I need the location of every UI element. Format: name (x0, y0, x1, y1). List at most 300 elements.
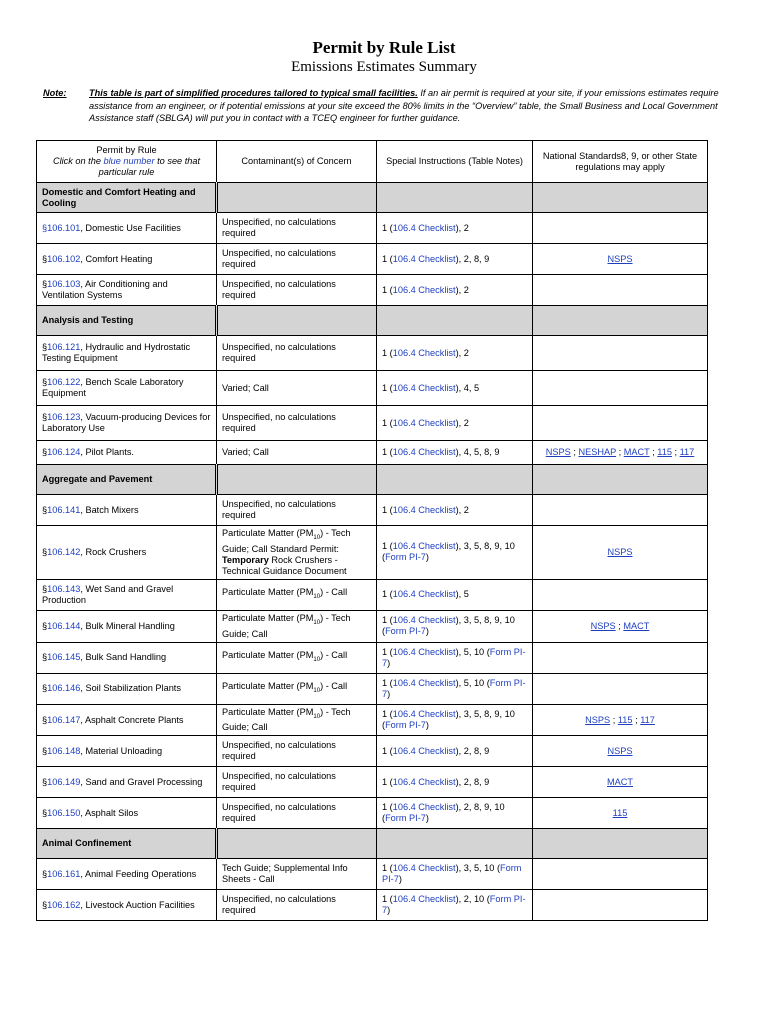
form-pi7-link[interactable]: Form PI-7 (382, 863, 522, 885)
checklist-suffix: ) (455, 253, 459, 264)
checklist-suffix: ) (455, 802, 459, 813)
contaminant-text: Unspecified, no calculations required (222, 771, 336, 793)
instructions-cell (377, 441, 533, 465)
table-notes: , 2 (458, 284, 469, 295)
standards-cell (533, 526, 708, 580)
rule-title: , Air Conditioning and Ventilation Systems (42, 279, 168, 300)
checklist-suffix: ) (455, 222, 459, 233)
contaminant-cell (217, 736, 377, 767)
standard-link[interactable]: NSPS (607, 253, 633, 264)
standards-cell (533, 736, 708, 767)
table-row (37, 526, 708, 580)
checklist-link[interactable]: 106.4 Checklist (392, 253, 456, 264)
checklist-prefix: 1 ( (382, 863, 393, 874)
form-pi7-link[interactable]: Form PI-7 (382, 646, 526, 668)
section-sign: § (42, 807, 48, 818)
contaminant-cell (217, 579, 377, 610)
rule-number-link[interactable]: 106.143 (47, 583, 81, 594)
checklist-link[interactable]: 106.4 Checklist (392, 615, 456, 626)
form-pi7-link[interactable]: Form PI-7 (385, 813, 426, 824)
header-special-instructions: Special Instructions (Table Notes) (377, 141, 533, 183)
checklist-prefix: 1 ( (382, 347, 393, 358)
section-sign: § (42, 583, 48, 594)
section-sign: § (42, 683, 48, 694)
rule-title: , Asphalt Concrete Plants (80, 714, 184, 725)
rule-number-link[interactable]: 106.162 (47, 899, 81, 910)
contaminant-cell (217, 610, 377, 642)
contaminant-text: Particulate Matter (PM (222, 649, 314, 660)
standards-cell (533, 441, 708, 465)
rule-number-link[interactable]: 106.148 (47, 745, 81, 756)
standards-separator: ; (649, 447, 658, 457)
rule-cell (37, 441, 217, 465)
rule-cell (37, 213, 217, 244)
form-pi7-link[interactable]: Form PI-7 (382, 894, 526, 916)
contaminant-text: Rock Crushers - Technical Guidance Document (222, 554, 347, 576)
standards-cell (533, 495, 708, 526)
contaminant-cell (217, 336, 377, 371)
checklist-prefix: 1 ( (382, 646, 393, 657)
form-open-paren: ( (494, 863, 501, 874)
checklist-prefix: 1 ( (382, 677, 393, 688)
instructions-cell (377, 371, 533, 406)
note-strong: This table is part of simplified procedures tailored to typical small facilities. (89, 88, 418, 98)
table-row (37, 767, 708, 798)
checklist-link[interactable]: 106.4 Checklist (392, 447, 456, 457)
standards-cell (533, 371, 708, 406)
rule-cell (37, 244, 217, 275)
checklist-suffix: ) (455, 541, 459, 552)
standard-link[interactable]: NSPS (545, 447, 571, 457)
contaminant-cell (217, 798, 377, 829)
section-sign: § (42, 412, 48, 422)
standard-link[interactable]: NESHAP (578, 447, 617, 457)
checklist-suffix: ) (455, 776, 459, 787)
table-row (37, 275, 708, 306)
section-sign: § (42, 714, 48, 725)
section-sign: § (42, 620, 48, 631)
checklist-suffix: ) (455, 284, 459, 295)
checklist-suffix: ) (455, 504, 459, 515)
contaminant-text: Varied; Call (222, 382, 269, 393)
standards-cell (533, 642, 708, 673)
standard-link[interactable]: 117 (640, 714, 655, 725)
category-label: Aggregate and Pavement (37, 465, 217, 495)
checklist-prefix: 1 ( (382, 894, 393, 905)
rule-number-link[interactable]: 106.121 (47, 342, 81, 352)
table-notes: , 2, 10 (458, 894, 485, 905)
checklist-suffix: ) (455, 677, 459, 688)
contaminant-cell (217, 673, 377, 704)
instructions-cell (377, 890, 533, 921)
rule-title: , Asphalt Silos (80, 807, 139, 818)
contaminant-text: ) - Call (320, 586, 348, 597)
contaminant-text: ) - Tech Guide; Call (222, 612, 351, 639)
section-sign: § (42, 776, 48, 787)
rule-number-link[interactable]: 106.124 (47, 447, 81, 457)
header-col1-instructions (42, 156, 211, 178)
contaminant-cell (217, 275, 377, 306)
category-empty-cell (377, 829, 533, 859)
checklist-prefix: 1 ( (382, 776, 393, 787)
header-col1-post: to see that particular rule (98, 156, 201, 177)
category-empty-cell (377, 183, 533, 213)
rule-number-link[interactable]: §106.101 (42, 222, 81, 233)
standards-separator: ; (610, 714, 618, 725)
standards-cell (533, 275, 708, 306)
standards-cell (533, 406, 708, 441)
contaminant-text: Unspecified, no calculations required (222, 499, 336, 520)
checklist-suffix: ) (455, 894, 459, 905)
category-row (37, 465, 708, 495)
contaminant-text: Tech Guide; Supplemental Info Sheets - Call (222, 863, 348, 885)
contaminant-text: Unspecified, no calculations required (222, 217, 336, 238)
checklist-prefix: 1 ( (382, 284, 393, 295)
instructions-cell (377, 495, 533, 526)
standards-separator: ; (616, 447, 624, 457)
table-notes: , 2, 8, 9 (458, 253, 490, 264)
rule-cell (37, 495, 217, 526)
category-empty-cell (217, 306, 377, 336)
section-sign: § (42, 868, 48, 879)
contaminant-text: Unspecified, no calculations required (222, 894, 336, 916)
rule-number-link[interactable]: 106.102 (47, 253, 81, 264)
table-notes: , 2 (458, 222, 469, 233)
category-empty-cell (533, 829, 708, 859)
table-notes: , 3, 5, 8, 9, 10 (458, 709, 515, 720)
category-empty-cell (217, 465, 377, 495)
table-notes: , 2, 8, 9 (458, 776, 490, 787)
table-row (37, 642, 708, 673)
rule-cell (37, 859, 217, 890)
checklist-link[interactable]: 106.4 Checklist (392, 541, 456, 552)
rule-cell (37, 767, 217, 798)
standard-link[interactable]: MACT (623, 447, 650, 457)
standards-cell (533, 673, 708, 704)
category-row (37, 306, 708, 336)
contaminant-text: ) - Tech Guide; Call Standard Permit: (222, 528, 351, 554)
contaminant-text: Particulate Matter (PM (222, 680, 314, 691)
standard-link[interactable]: NSPS (585, 714, 611, 725)
checklist-suffix: ) (455, 709, 459, 720)
standards-cell (533, 704, 708, 736)
contaminant-text: Unspecified, no calculations required (222, 248, 336, 269)
note-body (89, 87, 733, 125)
header-col1-pre: Click on the (52, 156, 104, 166)
contaminant-cell (217, 213, 377, 244)
checklist-prefix: 1 ( (382, 382, 393, 393)
form-open-paren: ( (382, 720, 386, 731)
checklist-link[interactable]: 106.4 Checklist (392, 677, 456, 688)
form-open-paren: ( (382, 552, 386, 563)
form-close-paren: ) (387, 905, 391, 916)
checklist-prefix: 1 ( (382, 253, 393, 264)
category-empty-cell (377, 306, 533, 336)
checklist-prefix: 1 ( (382, 447, 393, 457)
form-close-paren: ) (387, 688, 391, 699)
note-label: Note: (43, 88, 67, 98)
table-row (37, 336, 708, 371)
category-empty-cell (533, 465, 708, 495)
table-row (37, 406, 708, 441)
rule-cell (37, 371, 217, 406)
note-block (43, 87, 733, 125)
checklist-link[interactable]: 106.4 Checklist (392, 222, 456, 233)
table-row (37, 704, 708, 736)
category-empty-cell (217, 829, 377, 859)
instructions-cell (377, 704, 533, 736)
category-row (37, 829, 708, 859)
contaminant-cell (217, 441, 377, 465)
standards-cell (533, 890, 708, 921)
table-notes: , 4, 5 (458, 382, 480, 393)
checklist-link[interactable]: 106.4 Checklist (392, 646, 456, 657)
section-sign: § (42, 377, 48, 387)
contaminant-cell (217, 642, 377, 673)
instructions-cell (377, 798, 533, 829)
checklist-prefix: 1 ( (382, 417, 393, 428)
contaminant-text: Unspecified, no calculations required (222, 802, 336, 824)
table-notes: , 2 (458, 347, 469, 358)
checklist-link[interactable]: 106.4 Checklist (392, 776, 456, 787)
checklist-link[interactable]: 106.4 Checklist (392, 504, 456, 515)
form-open-paren: ( (382, 813, 386, 824)
form-open-paren: ( (484, 894, 490, 905)
rule-number-link[interactable]: 106.142 (47, 546, 81, 557)
standard-link[interactable]: NSPS (607, 546, 633, 557)
checklist-link[interactable]: 106.4 Checklist (392, 745, 456, 756)
form-open-paren: ( (484, 646, 490, 657)
table-row (37, 673, 708, 704)
checklist-suffix: ) (455, 447, 459, 457)
section-sign: § (42, 652, 48, 663)
checklist-link[interactable]: 106.4 Checklist (392, 382, 456, 393)
section-sign: § (42, 745, 48, 756)
category-empty-cell (533, 183, 708, 213)
section-sign: § (42, 504, 48, 515)
checklist-suffix: ) (455, 382, 459, 393)
contaminant-cell (217, 859, 377, 890)
instructions-cell (377, 579, 533, 610)
pm-subscript: 10 (313, 656, 321, 663)
rule-title: , Hydraulic and Hydrostatic Testing Equipment (42, 342, 191, 363)
checklist-prefix: 1 ( (382, 709, 393, 720)
standard-link[interactable]: 115 (612, 807, 628, 818)
standards-cell (533, 610, 708, 642)
rule-number-link[interactable]: 106.144 (47, 620, 81, 631)
contaminant-text: Varied; Call (222, 447, 269, 457)
checklist-suffix: ) (455, 589, 459, 600)
rule-cell (37, 890, 217, 921)
standard-link[interactable]: MACT (606, 776, 634, 787)
rule-cell (37, 798, 217, 829)
header-national-standards: National Standards8, 9, or other State regulations may apply (533, 141, 708, 183)
instructions-cell (377, 859, 533, 890)
rule-cell (37, 406, 217, 441)
contaminant-cell (217, 371, 377, 406)
form-pi7-link[interactable]: Form PI-7 (382, 677, 526, 699)
checklist-link[interactable]: 106.4 Checklist (392, 347, 456, 358)
rule-title: , Comfort Heating (80, 253, 153, 264)
contaminant-text: ) - Call (320, 680, 348, 691)
contaminant-text: Unspecified, no calculations required (222, 279, 336, 300)
checklist-suffix: ) (455, 615, 459, 626)
rule-number-link[interactable]: 106.146 (47, 683, 81, 694)
instructions-cell (377, 642, 533, 673)
rule-number-link[interactable]: 106.161 (47, 868, 81, 879)
section-sign: § (42, 279, 48, 289)
table-row (37, 610, 708, 642)
rule-title: , Soil Stabilization Plants (80, 683, 181, 694)
rule-number-link[interactable]: 106.141 (47, 504, 81, 515)
rule-title: , Livestock Auction Facilities (80, 899, 195, 910)
standard-link[interactable]: 115 (657, 447, 672, 457)
standard-link[interactable]: NSPS (590, 620, 616, 631)
form-pi7-link[interactable]: Form PI-7 (385, 720, 426, 731)
pm-subscript: 10 (313, 619, 321, 626)
table-row (37, 213, 708, 244)
rule-number-link[interactable]: 106.145 (47, 652, 81, 663)
instructions-cell (377, 275, 533, 306)
pm-subscript: 10 (313, 713, 321, 720)
rule-title: , Batch Mixers (80, 504, 139, 515)
checklist-link[interactable]: 106.4 Checklist (392, 894, 456, 905)
rule-cell (37, 526, 217, 580)
form-close-paren: ) (387, 657, 391, 668)
form-close-paren: ) (425, 720, 429, 731)
checklist-suffix: ) (455, 417, 459, 428)
checklist-prefix: 1 ( (382, 589, 393, 600)
section-sign: § (42, 899, 48, 910)
checklist-link[interactable]: 106.4 Checklist (392, 284, 456, 295)
table-notes: , 2, 8, 9, 10 (458, 802, 505, 813)
category-empty-cell (377, 465, 533, 495)
form-close-paren: ) (425, 813, 429, 824)
page-subtitle: Emissions Estimates Summary (291, 59, 477, 75)
instructions-cell (377, 526, 533, 580)
rule-number-link[interactable]: 106.150 (47, 807, 81, 818)
rule-number-link[interactable]: 106.147 (47, 714, 81, 725)
standard-link[interactable]: MACT (623, 620, 650, 631)
section-sign: § (42, 253, 48, 264)
checklist-link[interactable]: 106.4 Checklist (392, 802, 456, 813)
rule-number-link[interactable]: 106.123 (47, 412, 81, 422)
instructions-cell (377, 673, 533, 704)
instructions-cell (377, 610, 533, 642)
rule-title: , Rock Crushers (80, 546, 147, 557)
standards-separator: ; (570, 447, 579, 457)
form-pi7-link[interactable]: Form PI-7 (385, 626, 426, 637)
contaminant-cell (217, 406, 377, 441)
form-open-paren: ( (484, 677, 490, 688)
table-row (37, 441, 708, 465)
rule-cell (37, 336, 217, 371)
standards-cell (533, 859, 708, 890)
instructions-cell (377, 336, 533, 371)
rule-title: , Vacuum-producing Devices for Laboratory Use (42, 412, 211, 433)
rule-title: , Bulk Mineral Handling (80, 620, 175, 631)
contaminant-cell (217, 767, 377, 798)
form-close-paren: ) (398, 874, 402, 885)
rule-cell (37, 579, 217, 610)
standard-link[interactable]: 115 (617, 714, 633, 725)
rule-cell (37, 736, 217, 767)
checklist-prefix: 1 ( (382, 745, 393, 756)
table-row (37, 736, 708, 767)
header-col1-title: Permit by Rule (96, 145, 157, 155)
category-row (37, 183, 708, 213)
checklist-link[interactable]: 106.4 Checklist (392, 863, 456, 874)
contaminant-text: Particulate Matter (PM (222, 706, 314, 717)
header-permit-by-rule (37, 141, 217, 183)
checklist-link[interactable]: 106.4 Checklist (392, 709, 456, 720)
section-sign: § (42, 342, 48, 352)
table-notes: , 3, 5, 8, 9, 10 (458, 541, 515, 552)
checklist-link[interactable]: 106.4 Checklist (392, 417, 456, 428)
standards-cell (533, 336, 708, 371)
standards-separator: ; (671, 447, 680, 457)
instructions-cell (377, 406, 533, 441)
contaminant-cell (217, 495, 377, 526)
contaminant-text: Unspecified, no calculations required (222, 342, 336, 363)
page-title: Permit by Rule List (312, 38, 456, 57)
temporary-label: Temporary (222, 554, 269, 565)
contaminant-text: Particulate Matter (PM (222, 528, 314, 538)
standard-link[interactable]: 117 (679, 447, 695, 457)
table-notes: , 3, 5, 8, 9, 10 (458, 615, 515, 626)
contaminant-text: ) - Tech Guide; Call (222, 706, 351, 733)
table-row (37, 890, 708, 921)
rule-number-link[interactable]: 106.122 (47, 377, 81, 387)
contaminant-cell (217, 526, 377, 580)
contaminant-text: Particulate Matter (PM (222, 586, 314, 597)
checklist-prefix: 1 ( (382, 504, 393, 515)
section-sign: § (42, 447, 48, 457)
instructions-cell (377, 736, 533, 767)
standard-link[interactable]: NSPS (607, 745, 633, 756)
table-notes: , 5, 10 (458, 677, 485, 688)
checklist-prefix: 1 ( (382, 802, 393, 813)
instructions-cell (377, 244, 533, 275)
rule-title: , Bulk Sand Handling (80, 652, 167, 663)
table-notes: , 5, 10 (458, 646, 485, 657)
rule-title: , Wet Sand and Gravel Production (42, 583, 174, 605)
rule-number-link[interactable]: 106.149 (47, 776, 81, 787)
rule-cell (37, 673, 217, 704)
contaminant-text: Unspecified, no calculations required (222, 412, 336, 433)
form-close-paren: ) (425, 626, 429, 637)
rule-cell (37, 610, 217, 642)
category-label: Analysis and Testing (37, 306, 217, 336)
rule-cell (37, 704, 217, 736)
table-row (37, 798, 708, 829)
table-notes: , 2 (458, 417, 469, 428)
rule-number-link[interactable]: 106.103 (47, 279, 81, 289)
category-empty-cell (217, 183, 377, 213)
table-row (37, 859, 708, 890)
form-pi7-link[interactable]: Form PI-7 (385, 552, 426, 563)
standards-cell (533, 767, 708, 798)
checklist-prefix: 1 ( (382, 222, 393, 233)
form-close-paren: ) (425, 552, 429, 563)
rule-title: , Animal Feeding Operations (80, 868, 197, 879)
header-col1-link: blue number (103, 156, 155, 166)
checklist-suffix: ) (455, 745, 459, 756)
contaminant-text: Particulate Matter (PM (222, 612, 314, 623)
form-open-paren: ( (382, 626, 386, 637)
instructions-cell (377, 767, 533, 798)
checklist-link[interactable]: 106.4 Checklist (392, 589, 456, 600)
